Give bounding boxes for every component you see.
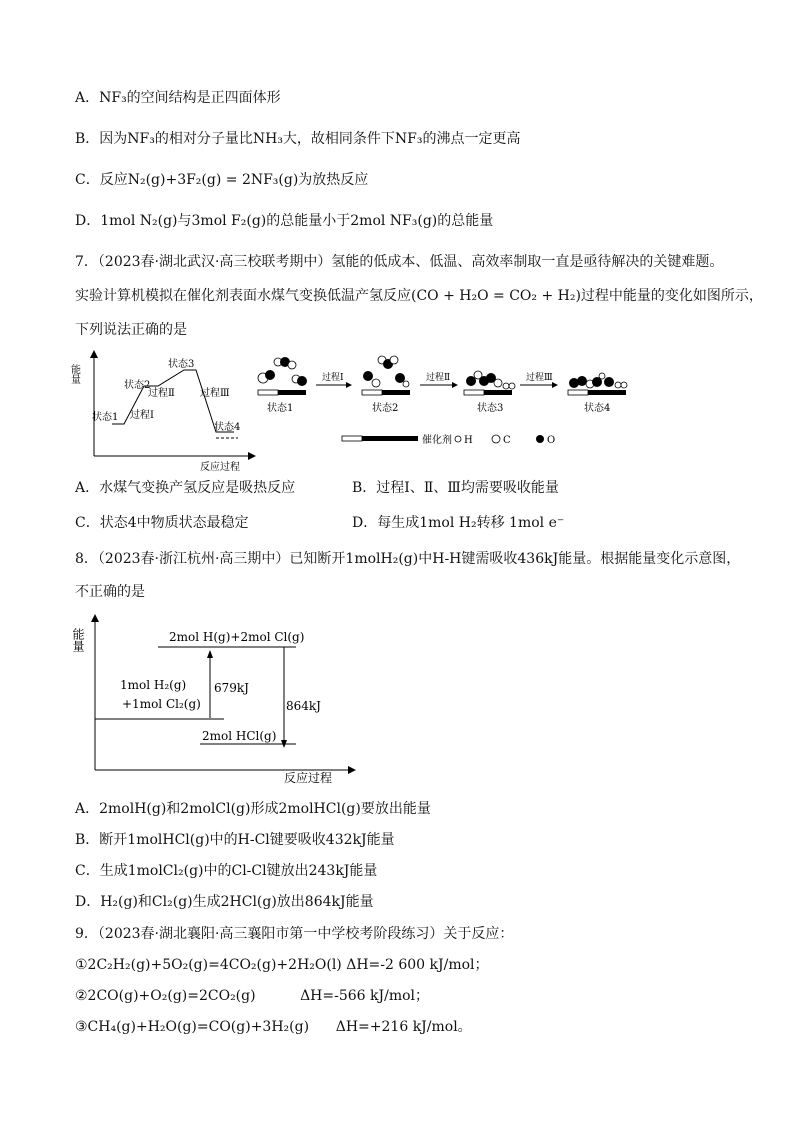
q8-option-c: C．生成1molCl₂(g)中的Cl-Cl键放出243kJ能量	[75, 863, 378, 879]
q6-option-c: C．反应N₂(g)+3F₂(g) = 2NF₃(g)为放热反应	[75, 172, 369, 188]
q8-stem-line1: 8．（2023春·浙江杭州·高三期中）已知断开1molH₂(g)中H-H键需吸收436kJ能量。根据能量变化示意图，	[75, 551, 741, 567]
state3-label: 状态3	[477, 403, 504, 414]
q7-diag-state1: 状态1	[92, 412, 119, 423]
legend-c: C	[503, 435, 511, 446]
state3-illustration	[464, 371, 515, 395]
q7-ylabel: 能量	[68, 364, 80, 384]
q7-option-a: A．水煤气变换产氢反应是吸热反应	[75, 480, 296, 496]
q7-option-c: C．状态4中物质状态最稳定	[75, 515, 249, 531]
q6-option-a: A．NF₃的空间结构是正四面体形	[75, 90, 281, 106]
q7-diag-state3: 状态3	[168, 359, 195, 370]
state2-illustration	[362, 356, 410, 395]
q7-stem-line2: 实验计算机模拟在催化剂表面水煤气变换低温产氢反应(CO + H₂O = CO₂ + H₂)过程中能量的变化如图所示，	[75, 288, 763, 304]
state4-illustration	[568, 373, 627, 395]
legend-h: H	[464, 435, 473, 446]
q8-option-a: A．2molH(g)和2molCl(g)形成2molHCl(g)要放出能量	[75, 801, 431, 817]
q8-top-level: 2mol H(g)+2mol Cl(g)	[169, 630, 305, 644]
q9-reaction-2: ②2CO(g)+O₂(g)=2CO₂(g) ΔH=-566 kJ/mol；	[75, 988, 430, 1004]
q6-option-d: D．1mol N₂(g)与3mol F₂(g)的总能量小于2mol NF₃(g)的总能量	[75, 213, 494, 229]
state1-label: 状态1	[267, 403, 294, 414]
q8-ylabel: 能量	[71, 628, 85, 652]
q8-stem-line2: 不正确的是	[75, 584, 145, 600]
q7-legend	[342, 433, 555, 446]
arrow-proc3: 过程Ⅲ	[526, 373, 553, 383]
q7-diag-state2: 状态2	[124, 380, 151, 391]
q8-option-b: B．断开1molHCl(g)中的H-Cl键要吸收432kJ能量	[75, 832, 395, 848]
arrow-proc1: 过程Ⅰ	[322, 373, 344, 383]
q8-xlabel: 反应过程	[284, 771, 333, 785]
q6-option-b: B．因为NF₃的相对分子量比NH₃大，故相同条件下NF₃的沸点一定更高	[75, 131, 521, 147]
q9-reaction-1: ①2C₂H₂(g)+5O₂(g)=4CO₂(g)+2H₂O(l) ΔH=-2 600 kJ/mol；	[75, 957, 489, 973]
q7-option-d: D．每生成1mol H₂转移 1mol e⁻	[352, 515, 565, 531]
state1-illustration	[258, 357, 307, 395]
q7-diag-proc2: 过程Ⅱ	[148, 388, 175, 399]
legend-o: O	[547, 435, 556, 446]
q7-diag-state4: 状态4	[214, 422, 241, 433]
q8-option-d: D．H₂(g)和Cl₂(g)生成2HCl(g)放出864kJ能量	[75, 894, 374, 910]
q8-product: 2mol HCl(g)	[202, 729, 277, 743]
q8-energy-diagram	[71, 612, 364, 790]
q7-stem-line1: 7．（2023春·湖北武汉·高三校联考期中）氢能的低成本、低温、高效率制取一直是亟待解决的关键难题。	[75, 254, 724, 270]
q8-absorb: 679kJ	[214, 681, 249, 695]
q7-option-b: B．过程Ⅰ、Ⅱ、Ⅲ均需要吸收能量	[352, 480, 559, 496]
q9-reaction-3: ③CH₄(g)+H₂O(g)=CO(g)+3H₂(g) ΔH=+216 kJ/mol。	[75, 1019, 472, 1035]
q9-stem: 9．（2023春·湖北襄阳·高三襄阳市第一中学校考阶段练习）关于反应：	[75, 926, 514, 942]
q8-reactant-line1: 1mol H₂(g)	[120, 678, 187, 692]
q7-xlabel: 反应过程	[200, 462, 240, 473]
legend-catalyst: 催化剂	[422, 435, 452, 446]
arrow-proc2: 过程Ⅱ	[426, 373, 451, 383]
state2-label: 状态2	[372, 403, 399, 414]
q7-diag-proc3: 过程Ⅲ	[200, 388, 230, 399]
q7-diag-proc1: 过程Ⅰ	[130, 410, 154, 421]
q7-energy-diagram	[68, 348, 712, 473]
state4-label: 状态4	[584, 403, 611, 414]
q7-stem-line3: 下列说法正确的是	[75, 322, 187, 338]
q8-reactant-line2: +1mol Cl₂(g)	[122, 697, 201, 711]
q8-release: 864kJ	[286, 699, 321, 713]
